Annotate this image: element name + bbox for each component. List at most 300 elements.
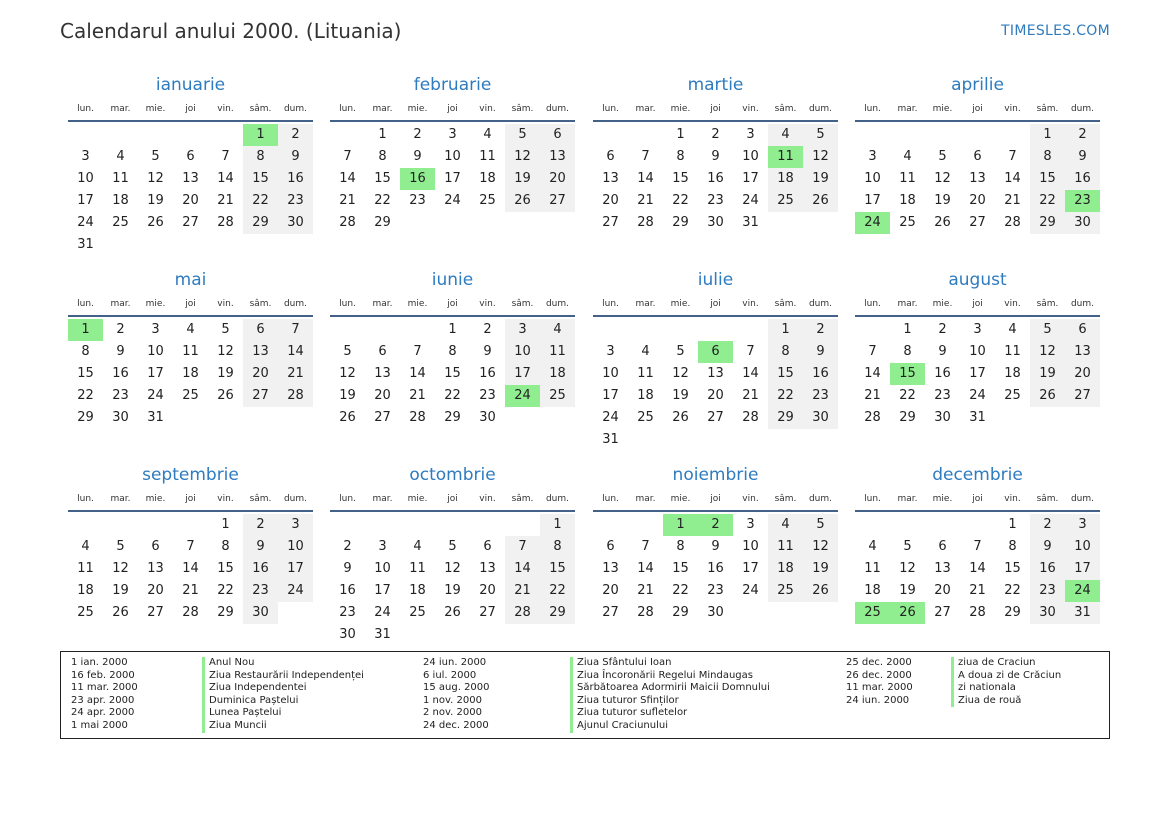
calendar-day[interactable]: 25	[855, 602, 890, 624]
calendar-day[interactable]: 21	[278, 363, 313, 385]
calendar-day[interactable]: 26	[934, 215, 951, 230]
calendar-day[interactable]: 15	[374, 171, 391, 186]
calendar-day[interactable]: 21	[505, 580, 540, 602]
calendar-day[interactable]: 13	[707, 366, 724, 381]
calendar-day[interactable]: 21	[182, 583, 199, 598]
calendar-day[interactable]: 28	[742, 410, 759, 425]
calendar-day[interactable]: 30	[707, 215, 724, 230]
calendar-day[interactable]: 11	[182, 344, 199, 359]
calendar-day[interactable]: 8	[1030, 146, 1065, 168]
calendar-day[interactable]: 20	[147, 583, 164, 598]
calendar-day[interactable]: 24	[374, 605, 391, 620]
calendar-day[interactable]: 15	[768, 363, 803, 385]
calendar-day[interactable]: 8	[768, 341, 803, 363]
calendar-day[interactable]: 21	[409, 388, 426, 403]
calendar-day[interactable]: 9	[278, 146, 313, 168]
calendar-day[interactable]: 16	[803, 363, 838, 385]
calendar-day[interactable]: 22	[672, 583, 689, 598]
calendar-day[interactable]: 8	[448, 344, 457, 359]
calendar-day[interactable]: 29	[672, 605, 689, 620]
calendar-day[interactable]: 10	[742, 149, 759, 164]
calendar-day[interactable]: 6	[243, 319, 278, 341]
calendar-day[interactable]: 5	[903, 539, 912, 554]
calendar-day[interactable]: 3	[746, 127, 755, 142]
calendar-day[interactable]: 21	[637, 583, 654, 598]
calendar-day[interactable]: 25	[479, 193, 496, 208]
calendar-day[interactable]: 8	[243, 146, 278, 168]
calendar-day[interactable]: 14	[969, 561, 986, 576]
calendar-day[interactable]: 11	[768, 146, 803, 168]
calendar-day[interactable]: 12	[112, 561, 129, 576]
calendar-day[interactable]: 3	[505, 319, 540, 341]
calendar-day[interactable]: 18	[864, 583, 881, 598]
calendar-day[interactable]: 24	[969, 388, 986, 403]
calendar-day[interactable]: 31	[147, 410, 164, 425]
calendar-day[interactable]: 12	[672, 366, 689, 381]
calendar-day[interactable]: 24	[742, 193, 759, 208]
calendar-day[interactable]: 13	[934, 561, 951, 576]
calendar-day[interactable]: 19	[803, 558, 838, 580]
calendar-day[interactable]: 15	[890, 363, 925, 385]
calendar-day[interactable]: 12	[217, 344, 234, 359]
calendar-day[interactable]: 5	[221, 322, 230, 337]
calendar-day[interactable]: 16	[934, 366, 951, 381]
calendar-day[interactable]: 13	[1065, 341, 1100, 363]
calendar-day[interactable]: 16	[479, 366, 496, 381]
calendar-day[interactable]: 21	[1004, 193, 1021, 208]
calendar-day[interactable]: 9	[1030, 536, 1065, 558]
calendar-day[interactable]: 19	[444, 583, 461, 598]
calendar-day[interactable]: 2	[483, 322, 492, 337]
calendar-day[interactable]: 13	[602, 171, 619, 186]
calendar-day[interactable]: 21	[637, 193, 654, 208]
calendar-day[interactable]: 9	[1065, 146, 1100, 168]
calendar-day[interactable]: 24	[855, 212, 890, 234]
calendar-day[interactable]: 11	[768, 536, 803, 558]
calendar-day[interactable]: 21	[864, 388, 881, 403]
calendar-day[interactable]: 26	[444, 605, 461, 620]
calendar-day[interactable]: 15	[540, 558, 575, 580]
calendar-day[interactable]: 17	[969, 366, 986, 381]
calendar-day[interactable]: 29	[768, 407, 803, 429]
calendar-day[interactable]: 4	[641, 344, 650, 359]
calendar-day[interactable]: 31	[77, 237, 94, 252]
calendar-day[interactable]: 11	[637, 366, 654, 381]
calendar-day[interactable]: 27	[602, 605, 619, 620]
calendar-day[interactable]: 3	[868, 149, 877, 164]
calendar-day[interactable]: 17	[374, 583, 391, 598]
calendar-day[interactable]: 18	[768, 558, 803, 580]
calendar-day[interactable]: 7	[868, 344, 877, 359]
calendar-day[interactable]: 1	[1008, 517, 1017, 532]
calendar-day[interactable]: 21	[969, 583, 986, 598]
calendar-day[interactable]: 1	[903, 322, 912, 337]
calendar-day[interactable]: 18	[409, 583, 426, 598]
calendar-day[interactable]: 16	[400, 168, 435, 190]
calendar-day[interactable]: 28	[278, 385, 313, 407]
calendar-day[interactable]: 3	[746, 517, 755, 532]
calendar-day[interactable]: 18	[899, 193, 916, 208]
calendar-day[interactable]: 25	[899, 215, 916, 230]
calendar-day[interactable]: 9	[116, 344, 125, 359]
calendar-day[interactable]: 16	[1030, 558, 1065, 580]
calendar-day[interactable]: 4	[413, 539, 422, 554]
calendar-day[interactable]: 27	[374, 410, 391, 425]
calendar-day[interactable]: 17	[278, 558, 313, 580]
calendar-day[interactable]: 21	[217, 193, 234, 208]
calendar-day[interactable]: 3	[1065, 514, 1100, 536]
calendar-day[interactable]: 24	[602, 410, 619, 425]
calendar-day[interactable]: 3	[378, 539, 387, 554]
calendar-day[interactable]: 9	[413, 149, 422, 164]
calendar-day[interactable]: 20	[602, 193, 619, 208]
calendar-day[interactable]: 5	[803, 124, 838, 146]
calendar-day[interactable]: 17	[742, 561, 759, 576]
calendar-day[interactable]: 28	[505, 602, 540, 624]
calendar-day[interactable]: 22	[374, 193, 391, 208]
calendar-day[interactable]: 4	[483, 127, 492, 142]
calendar-day[interactable]: 23	[707, 583, 724, 598]
calendar-day[interactable]: 24	[444, 193, 461, 208]
calendar-day[interactable]: 14	[1004, 171, 1021, 186]
calendar-day[interactable]: 30	[479, 410, 496, 425]
calendar-day[interactable]: 11	[864, 561, 881, 576]
calendar-day[interactable]: 4	[81, 539, 90, 554]
calendar-day[interactable]: 22	[768, 385, 803, 407]
calendar-day[interactable]: 13	[969, 171, 986, 186]
calendar-day[interactable]: 19	[899, 583, 916, 598]
calendar-day[interactable]: 23	[112, 388, 129, 403]
calendar-day[interactable]: 14	[637, 561, 654, 576]
calendar-day[interactable]: 12	[803, 146, 838, 168]
calendar-day[interactable]: 6	[540, 124, 575, 146]
calendar-day[interactable]: 22	[77, 388, 94, 403]
calendar-day[interactable]: 14	[182, 561, 199, 576]
calendar-day[interactable]: 5	[803, 514, 838, 536]
calendar-day[interactable]: 19	[217, 366, 234, 381]
calendar-day[interactable]: 26	[1030, 385, 1065, 407]
calendar-day[interactable]: 25	[540, 385, 575, 407]
calendar-day[interactable]: 24	[77, 215, 94, 230]
calendar-day[interactable]: 16	[1065, 168, 1100, 190]
calendar-day[interactable]: 22	[243, 190, 278, 212]
calendar-day[interactable]: 8	[221, 539, 230, 554]
calendar-day[interactable]: 25	[768, 580, 803, 602]
calendar-day[interactable]: 29	[540, 602, 575, 624]
calendar-day[interactable]: 8	[676, 539, 685, 554]
calendar-day[interactable]: 15	[444, 366, 461, 381]
calendar-day[interactable]: 6	[698, 341, 733, 363]
calendar-day[interactable]: 24	[147, 388, 164, 403]
calendar-day[interactable]: 30	[278, 212, 313, 234]
calendar-day[interactable]: 5	[116, 539, 125, 554]
calendar-day[interactable]: 12	[899, 561, 916, 576]
calendar-day[interactable]: 28	[409, 410, 426, 425]
calendar-day[interactable]: 20	[969, 193, 986, 208]
calendar-day[interactable]: 15	[672, 171, 689, 186]
calendar-day[interactable]: 17	[77, 193, 94, 208]
calendar-day[interactable]: 19	[112, 583, 129, 598]
calendar-day[interactable]: 26	[217, 388, 234, 403]
calendar-day[interactable]: 30	[1065, 212, 1100, 234]
calendar-day[interactable]: 17	[505, 363, 540, 385]
calendar-day[interactable]: 15	[1030, 168, 1065, 190]
calendar-day[interactable]: 15	[243, 168, 278, 190]
calendar-day[interactable]: 26	[803, 190, 838, 212]
calendar-day[interactable]: 2	[938, 322, 947, 337]
calendar-day[interactable]: 17	[742, 171, 759, 186]
calendar-day[interactable]: 23	[1030, 580, 1065, 602]
calendar-day[interactable]: 7	[186, 539, 195, 554]
calendar-day[interactable]: 1	[663, 514, 698, 536]
calendar-day[interactable]: 29	[899, 410, 916, 425]
calendar-day[interactable]: 22	[672, 193, 689, 208]
calendar-day[interactable]: 8	[81, 344, 90, 359]
calendar-day[interactable]: 7	[278, 319, 313, 341]
calendar-day[interactable]: 16	[243, 558, 278, 580]
calendar-day[interactable]: 3	[448, 127, 457, 142]
calendar-day[interactable]: 7	[973, 539, 982, 554]
calendar-day[interactable]: 24	[278, 580, 313, 602]
calendar-day[interactable]: 4	[116, 149, 125, 164]
calendar-day[interactable]: 30	[339, 627, 356, 642]
calendar-day[interactable]: 13	[540, 146, 575, 168]
calendar-day[interactable]: 28	[864, 410, 881, 425]
calendar-day[interactable]: 15	[1004, 561, 1021, 576]
calendar-day[interactable]: 29	[672, 215, 689, 230]
calendar-day[interactable]: 20	[934, 583, 951, 598]
calendar-day[interactable]: 4	[903, 149, 912, 164]
calendar-day[interactable]: 18	[112, 193, 129, 208]
calendar-day[interactable]: 20	[540, 168, 575, 190]
calendar-day[interactable]: 27	[147, 605, 164, 620]
calendar-day[interactable]: 6	[973, 149, 982, 164]
calendar-day[interactable]: 20	[602, 583, 619, 598]
calendar-day[interactable]: 23	[339, 605, 356, 620]
calendar-day[interactable]: 20	[374, 388, 391, 403]
calendar-day[interactable]: 27	[934, 605, 951, 620]
site-link[interactable]: TIMESLES.COM	[1001, 23, 1110, 39]
calendar-day[interactable]: 6	[186, 149, 195, 164]
calendar-day[interactable]: 27	[602, 215, 619, 230]
calendar-day[interactable]: 2	[413, 127, 422, 142]
calendar-day[interactable]: 9	[483, 344, 492, 359]
calendar-day[interactable]: 13	[479, 561, 496, 576]
calendar-day[interactable]: 11	[1004, 344, 1021, 359]
calendar-day[interactable]: 19	[339, 388, 356, 403]
calendar-day[interactable]: 2	[343, 539, 352, 554]
calendar-day[interactable]: 2	[1030, 514, 1065, 536]
calendar-day[interactable]: 25	[112, 215, 129, 230]
calendar-day[interactable]: 3	[606, 344, 615, 359]
calendar-day[interactable]: 15	[77, 366, 94, 381]
calendar-day[interactable]: 8	[676, 149, 685, 164]
calendar-day[interactable]: 14	[505, 558, 540, 580]
calendar-day[interactable]: 5	[505, 124, 540, 146]
calendar-day[interactable]: 4	[768, 124, 803, 146]
calendar-day[interactable]: 1	[676, 127, 685, 142]
calendar-day[interactable]: 7	[343, 149, 352, 164]
calendar-day[interactable]: 22	[217, 583, 234, 598]
calendar-day[interactable]: 1	[768, 319, 803, 341]
calendar-day[interactable]: 7	[641, 539, 650, 554]
calendar-day[interactable]: 28	[182, 605, 199, 620]
calendar-day[interactable]: 10	[147, 344, 164, 359]
calendar-day[interactable]: 22	[899, 388, 916, 403]
calendar-day[interactable]: 16	[707, 561, 724, 576]
calendar-day[interactable]: 29	[444, 410, 461, 425]
calendar-day[interactable]: 31	[374, 627, 391, 642]
calendar-day[interactable]: 7	[505, 536, 540, 558]
calendar-day[interactable]: 18	[1004, 366, 1021, 381]
calendar-day[interactable]: 3	[973, 322, 982, 337]
calendar-day[interactable]: 19	[147, 193, 164, 208]
calendar-day[interactable]: 29	[1004, 605, 1021, 620]
calendar-day[interactable]: 16	[112, 366, 129, 381]
calendar-day[interactable]: 27	[540, 190, 575, 212]
calendar-day[interactable]: 10	[742, 539, 759, 554]
calendar-day[interactable]: 4	[540, 319, 575, 341]
calendar-day[interactable]: 18	[182, 366, 199, 381]
calendar-day[interactable]: 20	[1065, 363, 1100, 385]
calendar-day[interactable]: 6	[606, 539, 615, 554]
calendar-day[interactable]: 28	[637, 215, 654, 230]
calendar-day[interactable]: 2	[116, 322, 125, 337]
calendar-day[interactable]: 13	[182, 171, 199, 186]
calendar-day[interactable]: 19	[934, 193, 951, 208]
calendar-day[interactable]: 26	[890, 602, 925, 624]
calendar-day[interactable]: 5	[938, 149, 947, 164]
calendar-day[interactable]: 28	[339, 215, 356, 230]
calendar-day[interactable]: 31	[602, 432, 619, 447]
calendar-day[interactable]: 2	[803, 319, 838, 341]
calendar-day[interactable]: 4	[868, 539, 877, 554]
calendar-day[interactable]: 26	[147, 215, 164, 230]
calendar-day[interactable]: 7	[641, 149, 650, 164]
calendar-day[interactable]: 10	[864, 171, 881, 186]
calendar-day[interactable]: 23	[278, 190, 313, 212]
calendar-day[interactable]: 3	[278, 514, 313, 536]
calendar-day[interactable]: 27	[1065, 385, 1100, 407]
calendar-day[interactable]: 17	[1065, 558, 1100, 580]
calendar-day[interactable]: 12	[444, 561, 461, 576]
calendar-day[interactable]: 10	[374, 561, 391, 576]
calendar-day[interactable]: 12	[147, 171, 164, 186]
calendar-day[interactable]: 22	[1030, 190, 1065, 212]
calendar-day[interactable]: 17	[147, 366, 164, 381]
calendar-day[interactable]: 31	[1065, 602, 1100, 624]
calendar-day[interactable]: 12	[803, 536, 838, 558]
calendar-day[interactable]: 3	[81, 149, 90, 164]
calendar-day[interactable]: 2	[278, 124, 313, 146]
calendar-day[interactable]: 3	[151, 322, 160, 337]
calendar-day[interactable]: 9	[243, 536, 278, 558]
calendar-day[interactable]: 27	[479, 605, 496, 620]
calendar-day[interactable]: 29	[374, 215, 391, 230]
calendar-day[interactable]: 10	[505, 341, 540, 363]
calendar-day[interactable]: 29	[1030, 212, 1065, 234]
calendar-day[interactable]: 26	[339, 410, 356, 425]
calendar-day[interactable]: 16	[707, 171, 724, 186]
calendar-day[interactable]: 6	[483, 539, 492, 554]
calendar-day[interactable]: 30	[1030, 602, 1065, 624]
calendar-day[interactable]: 1	[540, 514, 575, 536]
calendar-day[interactable]: 13	[243, 341, 278, 363]
calendar-day[interactable]: 25	[1004, 388, 1021, 403]
calendar-day[interactable]: 10	[1065, 536, 1100, 558]
calendar-day[interactable]: 1	[1030, 124, 1065, 146]
calendar-day[interactable]: 10	[278, 536, 313, 558]
calendar-day[interactable]: 31	[969, 410, 986, 425]
calendar-day[interactable]: 20	[182, 193, 199, 208]
calendar-day[interactable]: 30	[803, 407, 838, 429]
calendar-day[interactable]: 6	[151, 539, 160, 554]
calendar-day[interactable]: 4	[768, 514, 803, 536]
calendar-day[interactable]: 5	[151, 149, 160, 164]
calendar-day[interactable]: 21	[742, 388, 759, 403]
calendar-day[interactable]: 1	[448, 322, 457, 337]
calendar-day[interactable]: 27	[707, 410, 724, 425]
calendar-day[interactable]: 25	[182, 388, 199, 403]
calendar-day[interactable]: 29	[243, 212, 278, 234]
calendar-day[interactable]: 14	[864, 366, 881, 381]
calendar-day[interactable]: 12	[1030, 341, 1065, 363]
calendar-day[interactable]: 8	[540, 536, 575, 558]
calendar-day[interactable]: 20	[479, 583, 496, 598]
calendar-day[interactable]: 18	[637, 388, 654, 403]
calendar-day[interactable]: 14	[409, 366, 426, 381]
calendar-day[interactable]: 9	[803, 341, 838, 363]
calendar-day[interactable]: 5	[676, 344, 685, 359]
calendar-day[interactable]: 24	[505, 385, 540, 407]
calendar-day[interactable]: 9	[711, 149, 720, 164]
calendar-day[interactable]: 26	[112, 605, 129, 620]
calendar-day[interactable]: 11	[409, 561, 426, 576]
calendar-day[interactable]: 23	[479, 388, 496, 403]
calendar-day[interactable]: 18	[540, 363, 575, 385]
calendar-day[interactable]: 24	[742, 583, 759, 598]
calendar-day[interactable]: 18	[768, 168, 803, 190]
calendar-day[interactable]: 11	[479, 149, 496, 164]
calendar-day[interactable]: 18	[77, 583, 94, 598]
calendar-day[interactable]: 29	[77, 410, 94, 425]
calendar-day[interactable]: 9	[938, 344, 947, 359]
calendar-day[interactable]: 10	[969, 344, 986, 359]
calendar-day[interactable]: 6	[606, 149, 615, 164]
calendar-day[interactable]: 8	[903, 344, 912, 359]
calendar-day[interactable]: 31	[742, 215, 759, 230]
calendar-day[interactable]: 27	[969, 215, 986, 230]
calendar-day[interactable]: 26	[803, 580, 838, 602]
calendar-day[interactable]: 25	[768, 190, 803, 212]
calendar-day[interactable]: 2	[1065, 124, 1100, 146]
calendar-day[interactable]: 24	[1065, 580, 1100, 602]
calendar-day[interactable]: 11	[77, 561, 94, 576]
calendar-day[interactable]: 29	[217, 605, 234, 620]
calendar-day[interactable]: 9	[343, 561, 352, 576]
calendar-day[interactable]: 28	[1004, 215, 1021, 230]
calendar-day[interactable]: 1	[243, 124, 278, 146]
calendar-day[interactable]: 27	[182, 215, 199, 230]
calendar-day[interactable]: 28	[969, 605, 986, 620]
calendar-day[interactable]: 2	[711, 127, 720, 142]
calendar-day[interactable]: 17	[864, 193, 881, 208]
calendar-day[interactable]: 23	[409, 193, 426, 208]
calendar-day[interactable]: 8	[1008, 539, 1017, 554]
calendar-day[interactable]: 14	[278, 341, 313, 363]
calendar-day[interactable]: 28	[637, 605, 654, 620]
calendar-day[interactable]: 13	[147, 561, 164, 576]
